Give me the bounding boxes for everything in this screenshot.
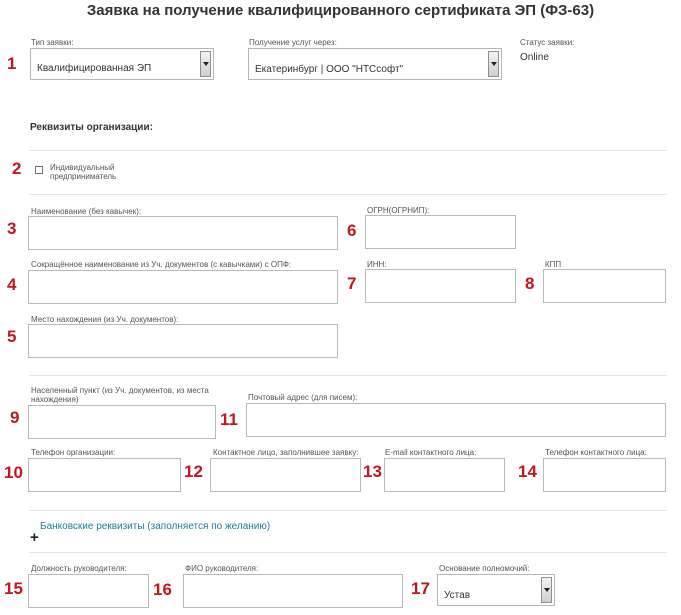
marker-15: 15: [4, 579, 23, 598]
marker-11: 11: [220, 410, 238, 429]
marker-3: 3: [7, 219, 17, 238]
page-title: Заявка на получение квалифицированного сертификата ЭП (ФЗ-63): [86, 2, 595, 19]
marker-16: 16: [153, 580, 172, 599]
location-label: Место нахождения (из Уч. документов):: [31, 315, 179, 324]
chevron-down-icon[interactable]: [488, 51, 499, 77]
chevron-down-icon[interactable]: [541, 577, 552, 603]
marker-10: 10: [4, 463, 23, 482]
authority-label: Основание полномочий:: [439, 564, 530, 573]
divider: [29, 194, 667, 195]
org-section-title: Реквизиты организации:: [30, 122, 153, 133]
inn-input[interactable]: [365, 269, 516, 303]
contact-person-input[interactable]: [210, 458, 361, 492]
postal-label: Почтовый адрес (для писем):: [248, 393, 358, 402]
contact-phone-input[interactable]: [543, 458, 666, 492]
org-phone-input[interactable]: [28, 458, 181, 492]
divider: [29, 552, 667, 553]
request-type-value: Квалифицированная ЭП: [37, 63, 152, 74]
service-point-select[interactable]: [248, 48, 502, 80]
inn-label: ИНН:: [367, 260, 387, 269]
bank-details-link[interactable]: Банковские реквизиты (заполняется по желанию): [40, 521, 271, 532]
contact-email-label: E-mail контактного лица:: [385, 448, 477, 457]
authority-select[interactable]: [437, 574, 555, 606]
head-position-label: Должность руководителя:: [31, 564, 127, 573]
head-name-input[interactable]: [183, 574, 403, 608]
marker-6: 6: [347, 221, 357, 240]
marker-14: 14: [518, 462, 537, 481]
authority-value: Устав: [444, 590, 471, 601]
service-point-value: Екатеринбург | ООО "НТСсофт": [255, 64, 404, 75]
head-position-input[interactable]: [28, 574, 149, 608]
short-name-input[interactable]: [28, 270, 338, 304]
request-type-label: Тип заявки:: [31, 38, 74, 47]
marker-4: 4: [7, 275, 17, 294]
ogrn-input[interactable]: [365, 215, 516, 249]
contact-email-input[interactable]: [384, 458, 505, 492]
request-type-select[interactable]: [30, 48, 214, 80]
postal-input[interactable]: [246, 403, 666, 437]
short-name-label: Сокращённое наименование из Уч. документов (с кавычками) с ОПФ:: [31, 260, 292, 269]
contact-phone-label: Телефон контактного лица:: [545, 448, 647, 457]
name-label: Наименование (без кавычек):: [31, 207, 142, 216]
marker-2: 2: [12, 159, 22, 178]
status-value: Online: [520, 52, 549, 63]
marker-1: 1: [7, 54, 17, 73]
contact-person-label: Контактное лицо, заполнившее заявку:: [213, 448, 359, 457]
plus-icon[interactable]: +: [30, 529, 39, 546]
marker-13: 13: [363, 462, 382, 481]
divider: [29, 375, 667, 376]
locality-label: Населенный пункт (из Уч. документов, из места нахождения): [31, 386, 209, 404]
marker-7: 7: [347, 274, 357, 293]
kpp-label: КПП: [545, 260, 562, 269]
locality-input[interactable]: [28, 405, 216, 439]
kpp-input[interactable]: [543, 269, 666, 303]
marker-8: 8: [525, 274, 535, 293]
org-phone-label: Телефон организации:: [31, 448, 116, 457]
marker-9: 9: [10, 408, 20, 427]
name-input[interactable]: [28, 216, 338, 250]
service-point-label: Получение услуг через:: [249, 38, 337, 47]
head-name-label: ФИО руководителя:: [185, 564, 259, 573]
chevron-down-icon[interactable]: [200, 51, 211, 77]
individual-label: Индивидуальный предприниматель: [50, 163, 117, 181]
marker-12: 12: [184, 462, 203, 481]
divider: [29, 150, 667, 151]
divider: [29, 510, 667, 511]
marker-17: 17: [411, 579, 430, 598]
marker-5: 5: [7, 327, 17, 346]
ogrn-label: ОГРН(ОГРНИП):: [367, 206, 430, 215]
status-label: Статус заявки:: [520, 38, 575, 47]
individual-checkbox[interactable]: [35, 166, 43, 174]
location-input[interactable]: [28, 324, 338, 358]
